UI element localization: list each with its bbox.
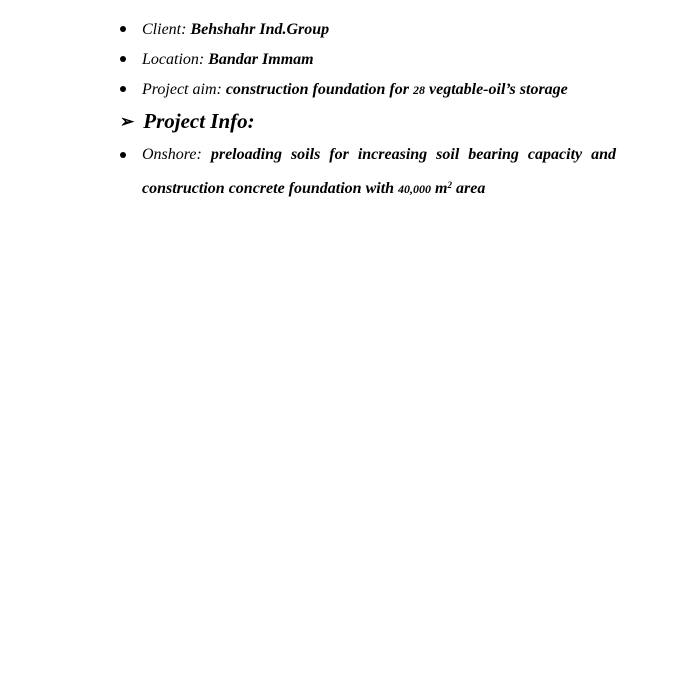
area-unit: $m^2$: [435, 180, 452, 197]
onshore-line-2-suffix: area: [456, 180, 486, 197]
onshore-line-1-text: preloading soils for increasing soil bearing capacity and: [210, 146, 617, 163]
client-value: Behshahr Ind.Group: [190, 21, 330, 38]
section-heading: [120, 108, 255, 136]
onshore-label: Onshore:: [142, 146, 202, 163]
section-title: Project Info:: [143, 109, 255, 133]
area-unit-superscript: 2: [447, 180, 452, 190]
location-value: Bandar Immam: [208, 51, 314, 68]
client-label: Client:: [142, 21, 187, 38]
location-label: Location:: [142, 51, 205, 68]
area-number: 40,000: [398, 182, 432, 196]
onshore-line-1: [142, 140, 616, 170]
bullet-icon: [120, 56, 126, 62]
project-aim-number: 28: [412, 83, 425, 97]
onshore-line-2: [142, 170, 616, 204]
bullet-icon: [120, 86, 126, 92]
bullet-icon: [120, 26, 126, 32]
bullet-icon: [120, 152, 126, 158]
arrow-bullet-icon: ➢: [120, 112, 135, 131]
project-aim-label: Project aim:: [142, 81, 222, 98]
onshore-paragraph: [142, 140, 616, 204]
onshore-line-2-prefix: construction concrete foundation with: [142, 180, 395, 197]
project-aim-value-prefix: construction foundation for: [225, 81, 409, 98]
project-aim-value-suffix: vegtable-oil’s storage: [428, 81, 568, 98]
